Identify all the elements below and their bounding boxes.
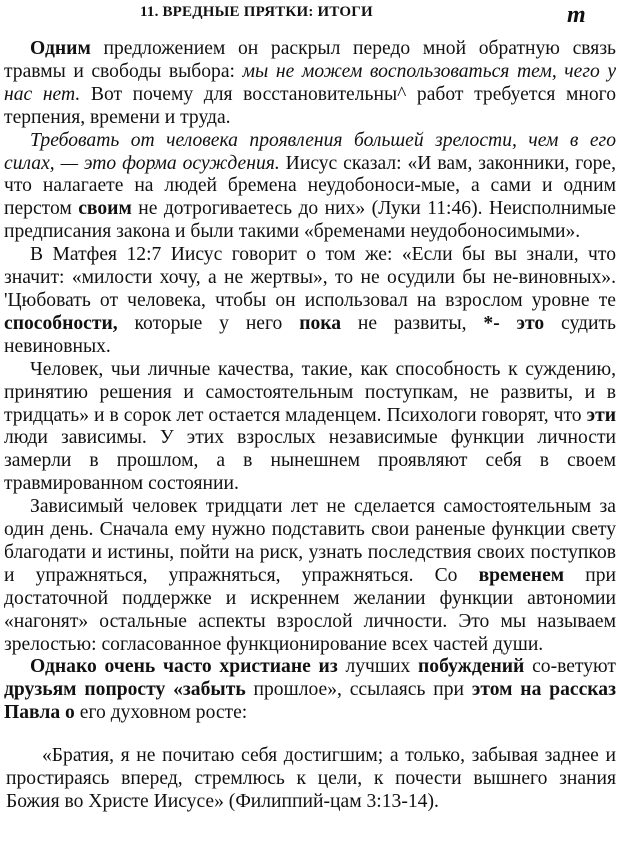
paragraph bbox=[4, 656, 616, 725]
text-run: прошлое», ссылаясь при bbox=[245, 679, 472, 701]
paragraph bbox=[4, 38, 616, 130]
text-run: Зависимый человек тридцати лет не сделается самостоятельным за один день. Сначала ему нужно подставить свои раненые функции свету благодати и истины, пойти на риск, узнать последствия своих поступков и упражняться, упражняться, упражняться. Со bbox=[4, 496, 616, 586]
bold-run: этом на рассказ Павла о bbox=[4, 679, 616, 724]
bold-run: Одним bbox=[30, 38, 91, 59]
bold-run: способности, bbox=[4, 312, 118, 334]
page-header bbox=[0, 0, 620, 36]
text-run: предложением он раскрыл передо мной обратную связь травмы и свободы выбора: bbox=[4, 38, 616, 82]
running-head: 11. ВРЕДНЫЕ ПРЯТКИ: ИТОГИ bbox=[140, 4, 373, 20]
bold-run: друзьям попросту «забыть bbox=[4, 679, 246, 701]
text-run: не развиты, bbox=[341, 312, 484, 334]
bold-run: пока bbox=[299, 312, 342, 334]
text-run: Человек, чьи личные качества, такие, как способность к суждению, принятию решения и самостоятельным поступкам, не развиты, и в тридцать» и в сорок лет остается младенцем. Психологи говорят, что bbox=[4, 358, 616, 426]
text-run: со-ветуют bbox=[524, 656, 616, 678]
paragraph bbox=[4, 496, 616, 656]
paragraph bbox=[4, 244, 616, 359]
text-run: «Братия, я не почитаю себя достигшим; а только, забывая заднее и простираясь вперед, стремлюсь к цели, к почести вышнего знания Божия во Христе Иисусе» (Филиппий-цам 3:13-14). bbox=[6, 745, 616, 812]
bold-run: Однако очень часто христиане из bbox=[30, 656, 338, 678]
text-run: его духовном росте: bbox=[74, 702, 248, 724]
text-run: лучших bbox=[337, 656, 418, 678]
italic-run: Требовать от человека проявления большей зрелости, чем в его силах, — это форма осуждения. bbox=[4, 129, 616, 174]
text-run: при достаточной поддержке и искреннем желании функции автономии «нагонят» остальные аспекты взрослой личности. Это мы называем зрелостью: согласованное функционирование всех частей души. bbox=[4, 564, 616, 655]
text-body bbox=[4, 38, 616, 814]
text-run: судить невиновных. bbox=[4, 312, 616, 357]
bold-run: временем bbox=[478, 564, 565, 586]
text-run: Иисус сказал: «И вам, законники, горе, что налагаете на людей бремена неудобоноси-мые, а сами и одним перстом bbox=[4, 152, 617, 220]
paragraph bbox=[4, 359, 616, 496]
text-run: Вот почему для восстановительны^ работ требуется много терпения, времени и труда. bbox=[4, 83, 616, 128]
italic-run: мы не можем воспользоваться тем, чего у нас нет. bbox=[4, 60, 617, 105]
text-run: не дотрогиваетесь до них» (Луки 11:46). Неисполнимые предписания закона и были такими «бременами неудобоносимыми». bbox=[4, 198, 617, 243]
bold-run: эти bbox=[586, 404, 616, 426]
text-run: которые у него bbox=[117, 312, 300, 334]
bold-run: *- это bbox=[483, 312, 545, 334]
text-run: В Матфея 12:7 Иисус говорит о том же: «Если бы вы знали, что значит: «милости хочу, а не жертвы», то не осудили бы не-виновных». 'Цюбовать от человека, чтобы он использовал на взрослом уровне те bbox=[4, 244, 616, 311]
block-quote bbox=[4, 745, 616, 814]
page-mark: m bbox=[567, 2, 586, 28]
bold-run: своим bbox=[78, 198, 132, 220]
text-run: люди зависимы. У этих взрослых независимые функции личности замерли в прошлом, а в нынешнем проявляют себя в своем травмированном состоянии. bbox=[4, 427, 616, 495]
paragraph bbox=[4, 130, 616, 245]
bold-run: побуждений bbox=[417, 656, 525, 678]
